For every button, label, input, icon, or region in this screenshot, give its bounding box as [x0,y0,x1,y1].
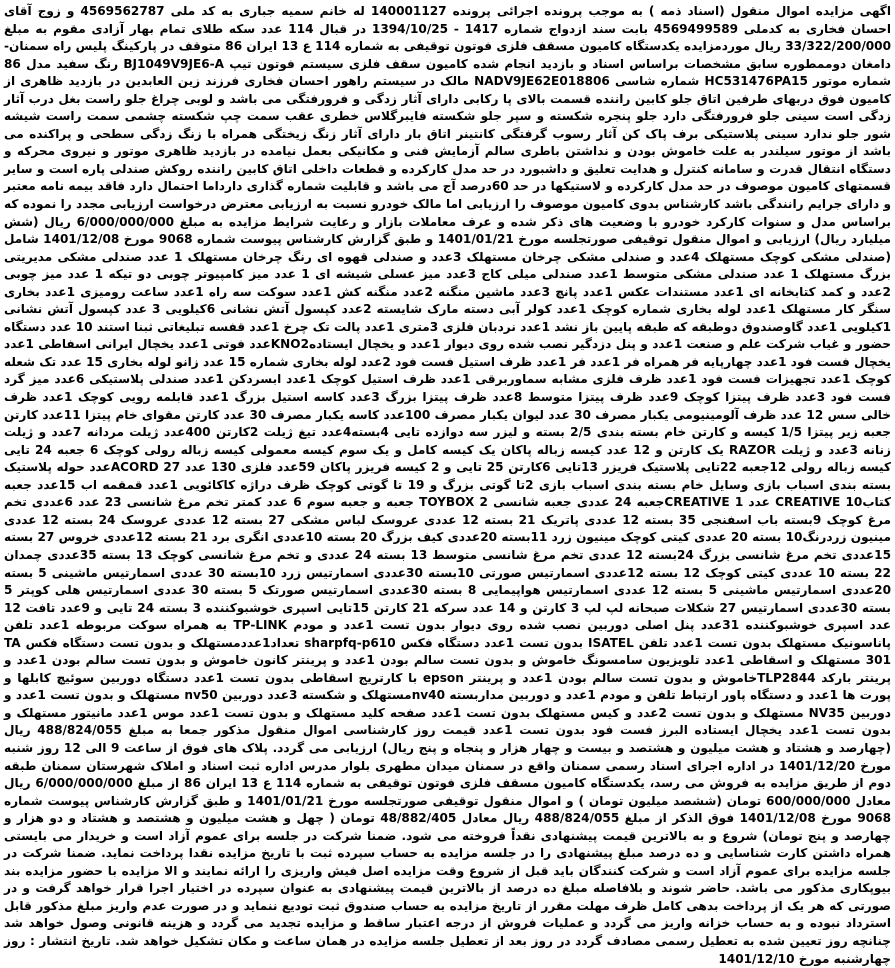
auction-notice [4,3,892,966]
publication-date-line: تاریخ انتشار : روز چهارشنبه مورخ 1401/12/10 [4,933,891,966]
auction-notice-body: اگهی مزایده اموال منقول (اسناد ذمه ) به موجب پرونده اجرائی پرونده 140001127 له خانم سمیه جباری به کد ملی 4569562787 و زوج آقای احسان فخاری به کدملی 4569499589 بابت سند ازدواج شماره 1417 - 1394/10/25 در قبال 114 عدد سکه طلای تمام بهار آزادی مقوم به مبلغ 33/322/200/000 ریال موردمزایده یکدستگاه کامیون مسقف فلزی فوتون توقیفی به شماره 114 ع 13 ایران 86 متوقف در پارکینگ پلیس راه سمنان-دامغان دوممطوره سابق مشخصات براساس اسناد و بازدید انجام شده کامیون سقف فلزی سیستم فوتون تیپ BJ1049V9JE6-A رنگ سفید مدل 86 شماره موتور HC531476PA15 شماره شاسی NADV9JE62E018806 مالک در سیستم راهور احسان فخاری فرزند زین العابدین در بازدید ظاهری از کامیون فوق دربهای طرفین اتاق جلو کابین راننده قسمت بالای پا رکابی دارای آثار زدگی و فرورفتگی می باشد و لوبی چراغ جلو راست بغل درب آثار زدگی است سینی جلو فرورفتگی دارد جلو پنجره شکسته و سپر جلو شکسته فایبرگلاس خطری عقب سمت چپ شکسته چشمی سمت راست شیشه شور جلو ندارد سینی پلاستیکی برف پاک کن آثار رسوب گرفتگی کانتینر اتاق بار دارای آثار زنگ زیختگی همراه با زنگ زدگی سطحی و پراکنده می باشد از موتور سیلندر به علت خاموش بودن و نداشتن باطری سالم آزمایش فنی و مکانیکی بعمل نیامده در بازدید ظاهری موتور و نیروی محرکه و دستگاه انتقال قدرت و سامانه کنترل و هدایت تعلیق و داشبورد در حد مدل کارکرده و قطعات داخلی اتاق کابین راننده روکش صندلی پاره است و سایر قسمتهای کامیون موصوف در حد مدل کارکرده و لاستیکها در حد 60درصد آج می باشد و قابلیت شماره گذاری دارداما احتمال دارد فاقد بیمه نامه معتبر و دارای جرایم رانندگی باشد کارشناس بدوی کامیون موصوف را ارزیابی اما مالک خودرو نسبت به ارزیابی معترض درخواست ارزیابی مجدد را نموده که براساس مدل و سنوات کارکرد خودرو با وضعیت های ذکر شده و عرف معاملات بازار و رعایت شرایط مزایده به مبلغ 6/000/000/000 ریال (شش میلیارد ریال) ارزیابی و اموال منقول توقیفی صورتجلسه مورخ 1401/01/21 و طبق گزارش کارشناس پیوست شماره 9068 مورخ 1401/12/08 شامل (صندلی مشکی کوچک مستهلک 4عدد و صندلی مشکی چرخان مستهلک 3عدد و صندلی قهوه ای رنگ چرخان مستهلک 1 عدد صندلی مشکی مدیریتی بزرگ مستهلک 1 عدد صندلی مشکی متوسط 1عدد صندلی میلی کاج 3عدد میز عسلی شیشه ای 1 عدد میز کامپیوتر چوبی دو تیکه 1 عدد میز چوبی 2عدد و کمد کتابخانه ای 1عدد مستندات عکس 1عدد پانچ 3عدد ماشین منگنه 2عدد منگنه کش 1عدد سوکت سه راه 1عدد ساعت رومیزی 1عدد بخاری سنگر کار مستهلک 1عدد لوله بخاری شماره کوچک 1عدد کولر آبی دسته مارک شایسته 2عدد کپسول آتش نشانی 6کیلویی 3 عدد کپسول آتش نشانی 1کیلویی 1عدد گاوصندوق دوطبقه که طبقه پایین باز نشد 1عدد نردبان فلزی 3متری 1عدد پالت تک چرخ 1عدد قفسه تبلیغاتی ثبنا استند 10 عدد دستگاه حضور و غیاب شرکت علم و صنعت 1عدد و پنل دزدگیر نصب شده روی دیوار 1عدد و یخچال ایستادهKNO2عدد فوتی 1عدد یخچال ایرانی اسفاطی 1عدد یخچال فست فود 1عدد چهارپایه فر همراه فر 1عدد فر 1عدد ظرف استیل فست فود 2عدد لوله بخاری شماره 15 عدد زانو لوله بخاری 15 عدد تک شعله کوچک 1عدد تجهیزات فست فود 1عدد ظرف فلزی مشابه سماوربرقی 1عدد ظرف استیل کوچک 1عدد ابسردکن 1عدد صندلی پلاستیکی 6عدد میز گرد فست فود 3عدد ظرف پیتزا کوچک 9عدد ظرف پیتزا متوسط 8عدد ظرف پیتزا بزرگ 3عدد کاسه استیل بزرگ 1عدد قابلمه رویی کوچک 1عدد ظرف خالی سس 12 عدد ظرف آلومینیومی یکبار مصرف 30 عدد لیوان یکبار مصرف 100عدد کاسه یکبار مصرف 30 عدد کارتن مقوای خام پیتزا 11عدد کارتن جعبه زیر پیتزا 1/5 کیسه و کارتن خام بسته بندی 2/5 بسته و لیزر سه دوازده تایی 4بسته4عدد تیغ ژیلت 2کارتن 400عدد ژیلت مردانه 7عدد و ژیلت زنانه 3عدد و ژیلت RAZOR یک کارتن و 12 عدد کیسه زباله پاکان یک کیسه کامل و یک سوم کیسه معمولی کیسه زباله رولی کوچک 6 جعبه 24 تایی کیسه زباله رولی 12جعبه 22تایی پلاستیک فریزر 13تایی 6کارتن 25 تایی و 2 کیسه فریزر پاکان 59عدد فلزی 130 عدد ACORD 27عدد حوله پلاستیک بسته بندی اسباب بازی وسایل خام بسته بندی اسباب بازی 2تا گوتی بزرگ و 19 تا گوتی کوچک ظرف دراژه کاکائویی 1عدد قمقمه اب 15عدد جعبه کتابCREATIVE 10 عدد 1 CREATIVEجعبه 24 عددی جعبه شانسی TOYBOX 2 جعبه و جعبه سوم 6 عدد کمتر تخم مرغ شانسی 23 عدد 6عددی تخم مرغ کوچک 9بسته باب اسفنجی 35 بسته 12 عددی پاتریک 21 بسته 12 عددی عروسک لباس مشکی 27 بسته 12 عددی عروسک 24 بسته 12 عددی مینیون زردرنگ10 بسته 20 عددی کیتی کوچک مینیون زرد 11بسته 20عددی کیف بزرگ 20 بسته 10عددی انگری برد 21 بسته 12عددی خروس 27 بسته 15عددی تخم مرغ شانسی بزرگ 24بسته 12 عددی تخم مرغ شانسی متوسط 13 بسته 24 عددی و تخم مرغ شانسی کوچک 13 بسته 35عددی چمدان 22 بسته 10 عددی کیتی کوچک 12 بسته 12عددی اسمارتیس صورتی 10بسته 30عددی اسمارتیس زرد 10بسته 30 عددی اسمارتیس ماشینی 5 بسته 20عددی اسمارتیس ماشینی 5 بسته 12 عددی اسمارتیس هواپیمایی 8 بسته 30عددی اسمارتیس صورتک 5 بسته 30 عددی اسمارتیس هلی کوپتر 5 بسته 30عددی اسمارتیس 27 شکلات صبحانه لپ لپ 3 کارتن و 14 عدد سرکه 21 کارتن 15تایی اسپری خوشبوکننده 3 بسته 24 تایی و 9عدد تافت 12 عدد اسپری خوشبوکننده 31عدد پنل اصلی دوربین نصب شده روی دیوار بدون تست 1عدد و مودم TP-LINK به همراه سوکت مربوطه 1عدد تلفن پاناسونیک مستهلک بدون تست 1عدد تلفن ISATEL بدون تست 1عدد دستگاه فکس sharpfq-p610 تعداد1عددمستهلک و بدون تست دستگاه فکس TA 301 مستهلک و اسقاطی 1عدد تلویزیون سامسونگ خاموش و بدون تست سالم بودن 1عدد و پرینتر کانون خاموش و بدون تست سالم بودن 1عدد و پرینتر بارکد TLP2844خاموش و بدون تست سالم بودن 1عدد و پرینتر epson با کارتریج اسقاطی بدون تست 1عدد دستگاه دوربین سوئیچ کابلها و پورت ها 1عدد و دستگاه پاور ارتباط تلفن و مودم 1عدد و دوربین مداربسته nv40مستهلک و شکسته 3عدد دوربین nv50 مستهلک و بدون تست 1عدد و دوربین NV35 مستهلک و بدون تست 2عدد و کیس مستهلک بدون تست 1عدد صفحه کلید مستهلک و بدون تست 1عدد موس 1عدد مانیتور مستهلک و بدون تست 1عدد یخچال ایستاده البرز فست فود بدون تست 1عدد قیمت روز کارشناسی اموال منقول مذکور جمعا به مبلغ 488/824/055 ریال (چهارصد و هشتاد و هشت میلیون و هشتصد و بیست و چهار هزار و پنجاه و پنج ریال) ارزیابی می گردد. پلاک های فوق از ساعت 9 الی 12 روز شنبه مورخ 1401/12/20 در اداره اجرای اسناد رسمی سمنان واقع در سمنان میدان مطهری بلوار مدرس اداره ثبت اسناد و املاک شهرستان سمنان طبقه دوم از طریق مزایده به فروش می رسد، یکدستگاه کامیون مسقف فلزی فوتون توقیفی به شماره 114 ع 13 ایران 86 از مبلغ 6/000/000/000 ریال معادل 600/000/000 تومان (ششصد میلیون تومان ) و اموال منقول توقیفی صورتجلسه مورخ 1401/01/21 و طبق گزارش کارشناس پیوست شماره 9068 مورخ 1401/12/08 فوق الذکر از مبلغ 488/824/055 ریال معادل 48/882/405 تومان ( چهل و هشت میلیون و هشتصد و هشتاد و دو هزار و چهارصد و پنج تومان) شروع و به بالاترین قیمت پیشنهادی نقداً فروخته می شود. ضمنا شرکت در جلسه برای عموم آزاد است و خریدار می بایستی همراه داشتن کارت شناسایی و ده درصد مبلغ پیشنهادی را در جلسه مزایده به حساب سپرده ثبت با تاریخ مزایده نقدا پرداخت نماید. ضمنا شرکت در جلسه مزایده برای عموم آزاد است و شرکت کنندگان باید قبل از شروع وقت مزایده اصل فیش واریزی را ارائه نمایند و الا مزایده با حضور مزایده بند بیوپکاری مذکور می باشد. حاضر شوند و بلافاصله مبلغ ده درصد از بالاترین قیمت پیشنهادی به عنوان سپرده در اختیار اجرا قرار خواهد گرفت و در صورتی که هر یک از پرداخت بدهی کامل ظرف مهلت مقرر از تاریخ مزایده به حساب صندوق ثبت تودیع ننماید و در صورت عدم واریز مبلغ مذکور قابل استرداد نبوده و به حساب خزانه واریز می گردد و عملیات فروش از درجه اعتبار ساقط و مزایده تجدید می گردد و هزینه قانونی وصول خواهد شد چنانچه روز تعیین شده به تعطیل رسمی مصادف گردد در روز بعد از تعطیل جلسه مزایده در همان ساعت و مکان تشکیل خواهد شد. [4,4,892,948]
